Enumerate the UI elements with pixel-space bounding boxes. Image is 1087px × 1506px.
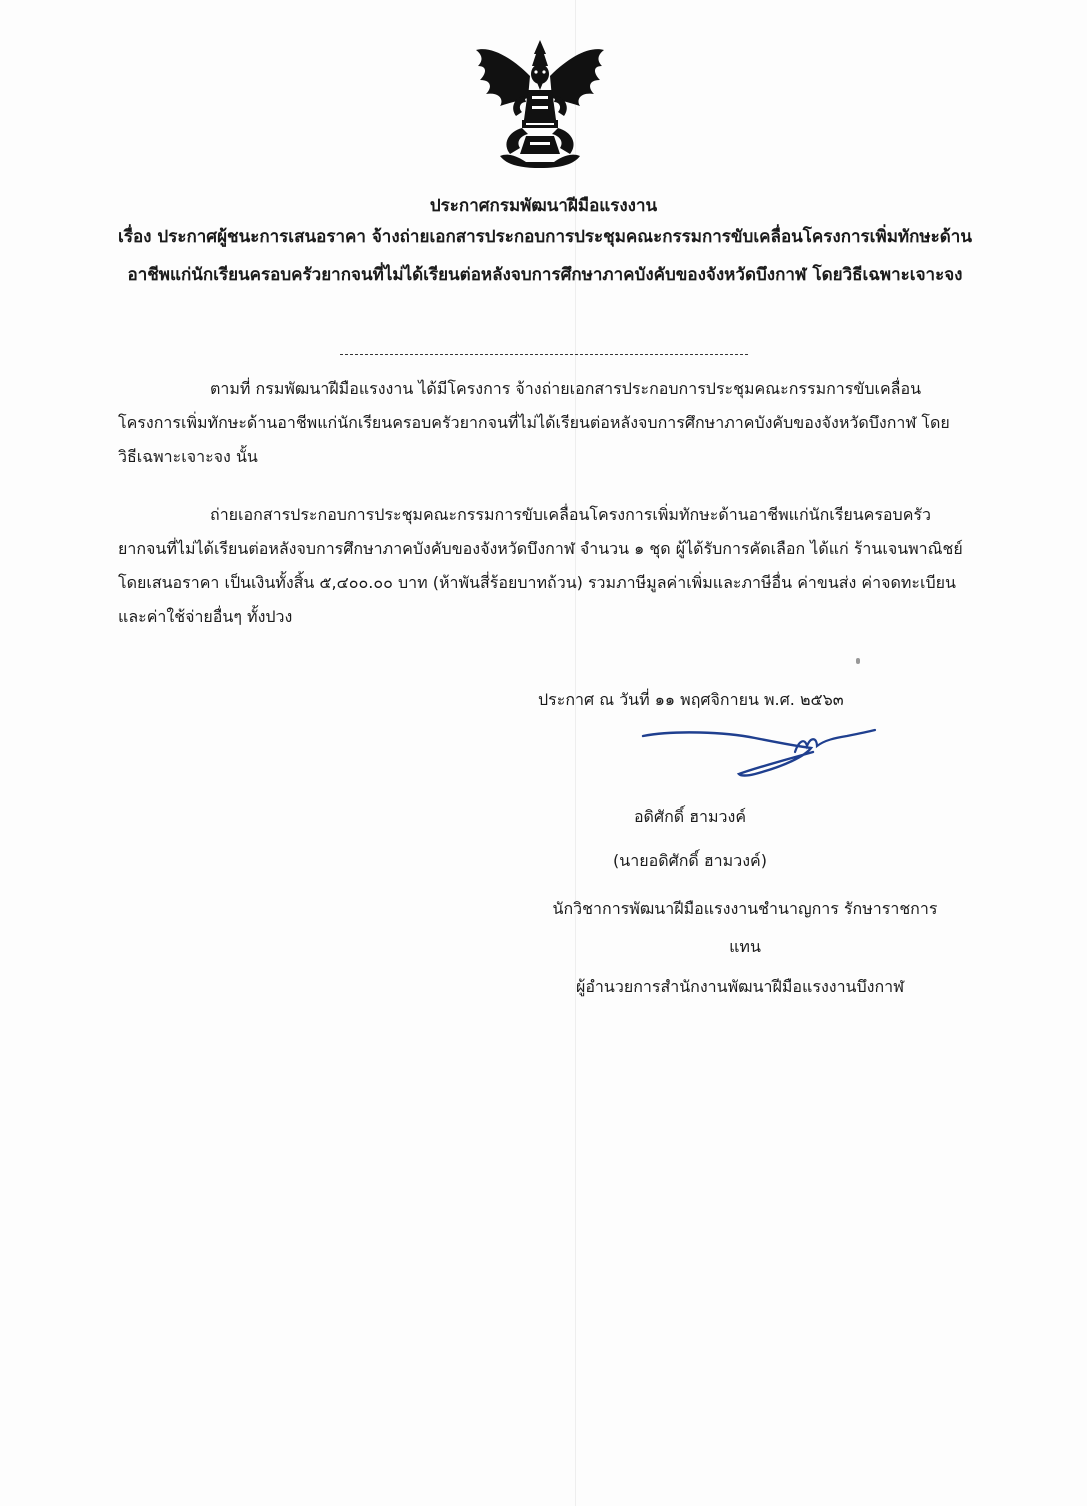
signatory-full-name: (นายอดิศักดิ์ ฮามวงค์) bbox=[613, 851, 767, 870]
handwritten-signature bbox=[635, 722, 880, 784]
scan-speck bbox=[856, 658, 860, 664]
signatory-position: นักวิชาการพัฒนาฝีมือแรงงานชำนาญการ รักษาราชการ bbox=[552, 899, 938, 918]
paragraph-text: ถ่ายเอกสารประกอบการประชุมคณะกรรมการขับเคลื่อนโครงการเพิ่มทักษะด้านอาชีพแก่นักเรียนครอบครัวยากจนที่ไม่ได้เรียนต่อหลังจบการศึกษาภาคบังคับของจังหวัดบึงกาฬ จำนวน ๑ ชุด ผู้ได้รับการคัดเลือก ได้แก่ ร้านเจนพาณิชย์ โดยเสนอราคา เป็นเงินทั้งสิ้น ๕,๔๐๐.๐๐ บาท (ห้าพันสี่ร้อยบาทถ้วน) รวมภาษีมูลค่าเพิ่มและภาษีอื่น ค่าขนส่ง ค่าจดทะเบียน และค่าใช้จ่ายอื่นๆ ทั้งปวง bbox=[118, 505, 963, 626]
announcement-date: ประกาศ ณ วันที่ ๑๑ พฤศจิกายน พ.ศ. ๒๕๖๓ bbox=[538, 690, 844, 709]
paragraph-text: ตามที่ กรมพัฒนาฝีมือแรงงาน ได้มีโครงการ จ้างถ่ายเอกสารประกอบการประชุมคณะกรรมการขับเคลื่อนโครงการเพิ่มทักษะด้านอาชีพแก่นักเรียนครอบครัวยากจนที่ไม่ได้เรียนต่อหลังจบการศึกษาภาคบังคับของจังหวัดบึงกาฬ โดยวิธีเฉพาะเจาะจง นั้น bbox=[118, 379, 950, 466]
body-paragraph-1 bbox=[118, 372, 963, 474]
document-subject: เรื่อง ประกาศผู้ชนะการเสนอราคา จ้างถ่ายเอกสารประกอบการประชุมคณะกรรมการขับเคลื่อนโครงการเพิ่มทักษะด้านอาชีพแก่นักเรียนครอบครัวยากจนที่ไม่ได้เรียนต่อหลังจบการศึกษาภาคบังคับของจังหวัดบึงกาฬ โดยวิธีเฉพาะเจาะจง bbox=[118, 227, 972, 285]
signatory-acting-for: แทน bbox=[729, 937, 761, 956]
body-paragraph-2 bbox=[118, 498, 963, 634]
garuda-emblem-icon bbox=[470, 36, 610, 176]
signatory-office: ผู้อำนวยการสำนักงานพัฒนาฝีมือแรงงานบึงกาฬ bbox=[575, 977, 905, 996]
page-title: ประกาศกรมพัฒนาฝีมือแรงงาน bbox=[429, 196, 658, 216]
divider bbox=[340, 354, 748, 355]
signatory-name: อดิศักดิ์ ฮามวงค์ bbox=[633, 807, 747, 826]
